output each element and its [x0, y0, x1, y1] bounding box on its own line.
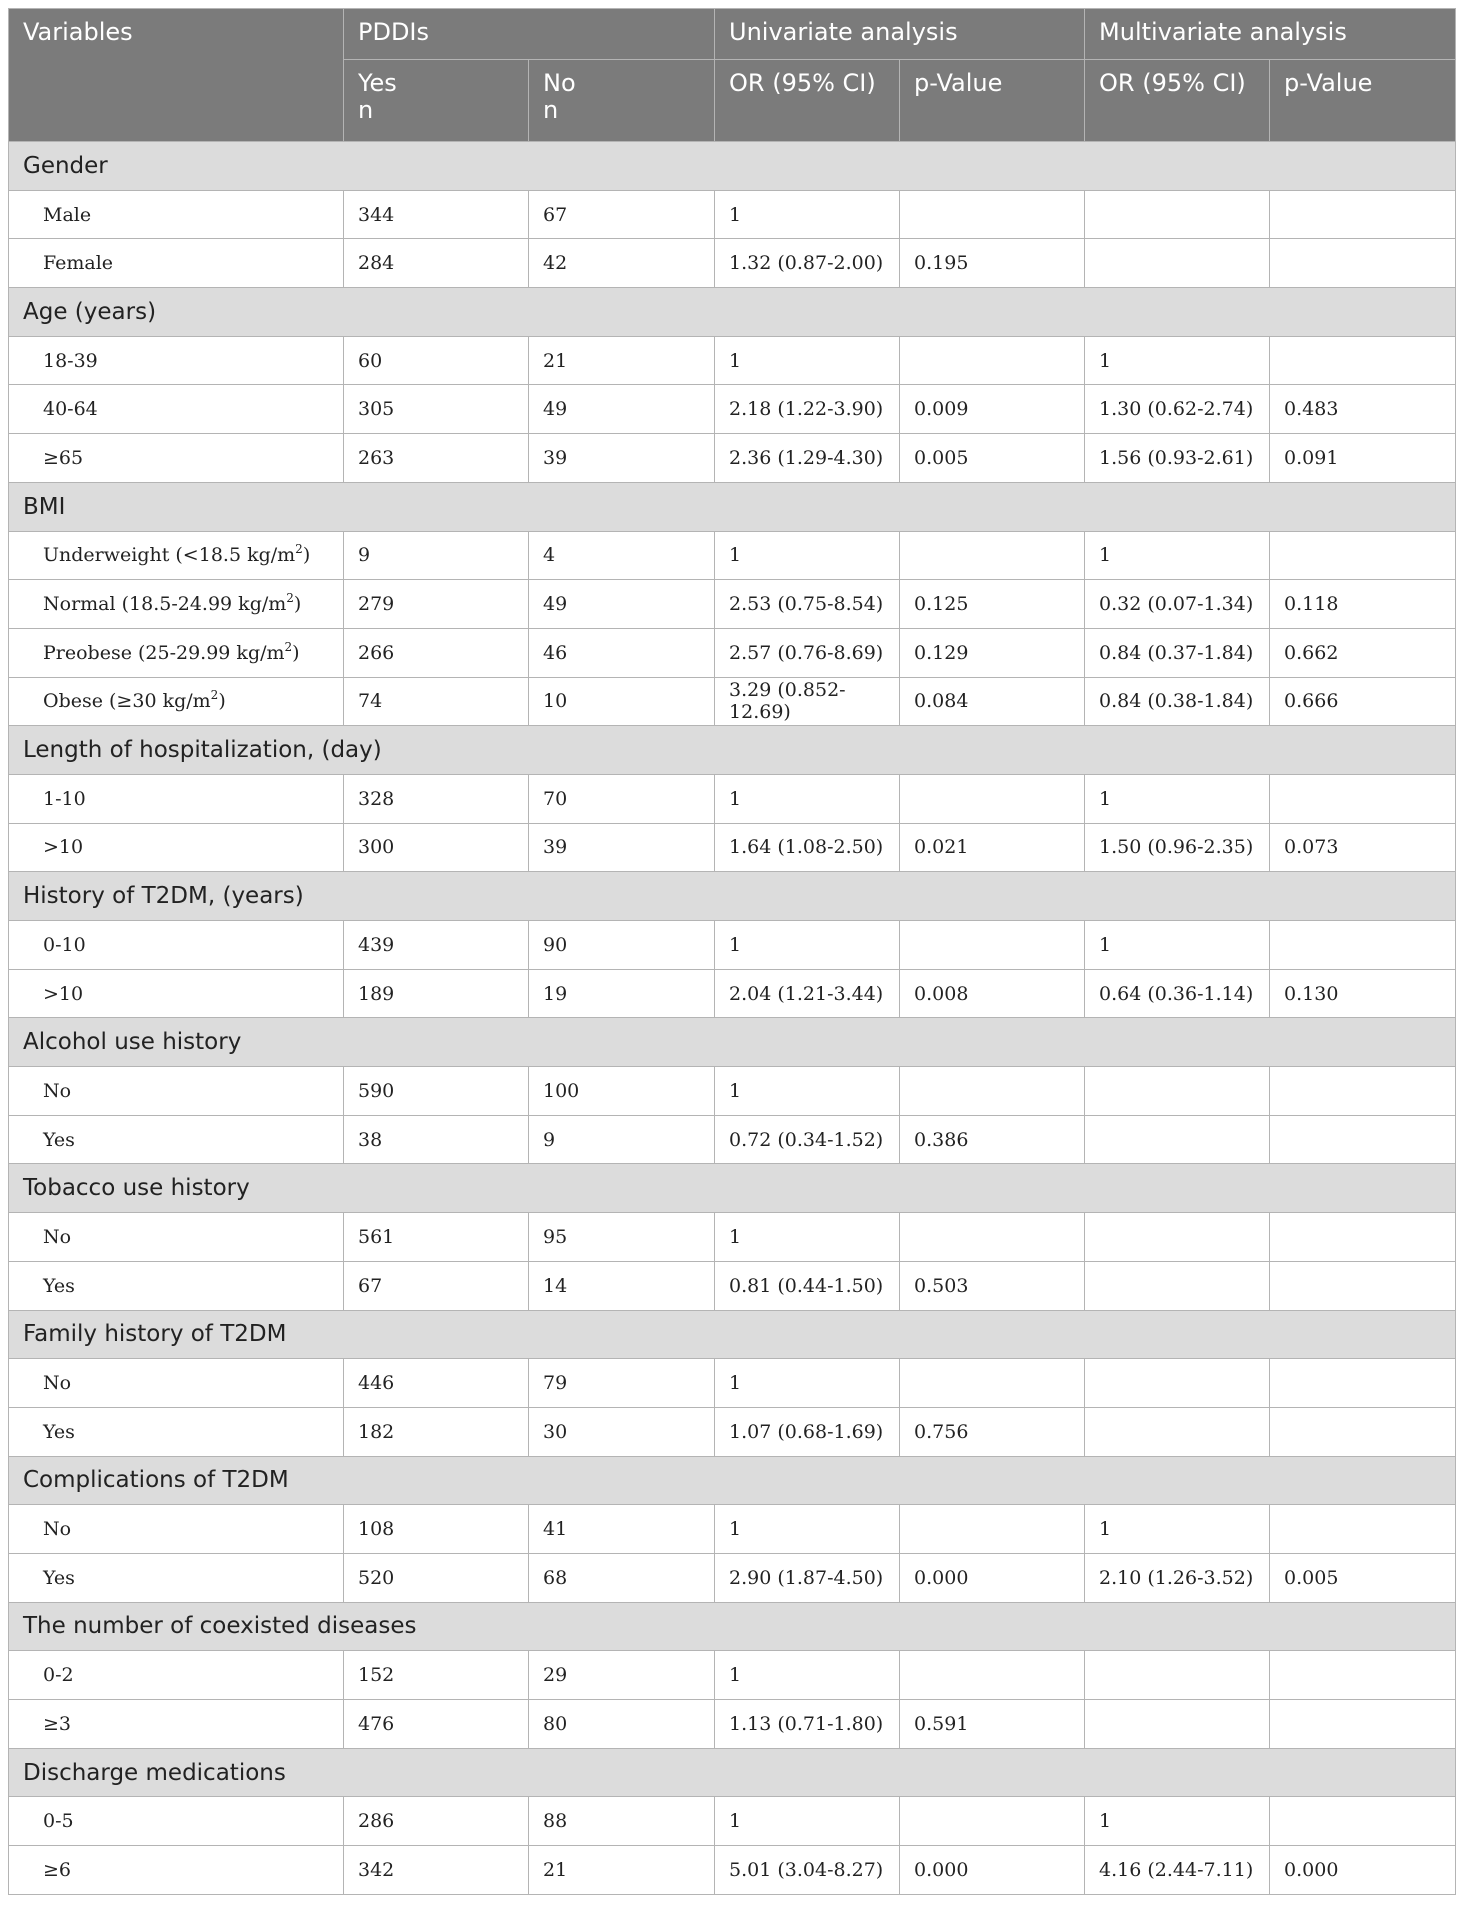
- no-count-cell: 21: [529, 336, 715, 385]
- row-label-text: Female: [43, 252, 114, 275]
- p-univariate-cell: 0.125: [900, 580, 1085, 629]
- no-count-cell: 67: [529, 190, 715, 239]
- row-label: [9, 1067, 344, 1116]
- p-multivariate-cell: [1270, 531, 1456, 580]
- row-label-text: Yes: [43, 1128, 75, 1151]
- or-multivariate-cell: [1085, 239, 1270, 288]
- yes-count-cell: 279: [344, 580, 529, 629]
- no-count-cell: 49: [529, 580, 715, 629]
- or-multivariate-cell: [1085, 1213, 1270, 1262]
- p-univariate-cell: 0.000: [900, 1846, 1085, 1895]
- row-label: [9, 1553, 344, 1602]
- p-multivariate-cell: [1270, 1700, 1456, 1749]
- no-count-cell: 88: [529, 1797, 715, 1846]
- or-univariate-cell: 5.01 (3.04-8.27): [715, 1846, 900, 1895]
- yes-count-cell: 476: [344, 1700, 529, 1749]
- header-multivariate: Multivariate analysis: [1085, 9, 1456, 60]
- or-multivariate-cell: 0.32 (0.07-1.34): [1085, 580, 1270, 629]
- header-no-label: No: [543, 69, 576, 97]
- table-row: [9, 385, 1456, 434]
- group-row: [9, 288, 1456, 337]
- table-row: [9, 1505, 1456, 1554]
- or-multivariate-cell: 0.84 (0.37-1.84): [1085, 628, 1270, 677]
- yes-count-cell: 60: [344, 336, 529, 385]
- or-univariate-cell: 0.72 (0.34-1.52): [715, 1115, 900, 1164]
- no-count-cell: 19: [529, 969, 715, 1018]
- header-or-univariate: OR (95% CI): [715, 60, 900, 142]
- or-multivariate-cell: [1085, 1115, 1270, 1164]
- group-title: Complications of T2DM: [9, 1456, 1456, 1505]
- or-univariate-cell: 1: [715, 190, 900, 239]
- p-multivariate-cell: 0.091: [1270, 434, 1456, 483]
- p-multivariate-cell: 0.483: [1270, 385, 1456, 434]
- header-p-univariate: p-Value: [900, 60, 1085, 142]
- yes-count-cell: 286: [344, 1797, 529, 1846]
- group-title: Age (years): [9, 288, 1456, 337]
- group-row: [9, 726, 1456, 775]
- table-row: [9, 1213, 1456, 1262]
- group-title: History of T2DM, (years): [9, 872, 1456, 921]
- p-univariate-cell: 0.008: [900, 969, 1085, 1018]
- table-row: [9, 434, 1456, 483]
- table-row: [9, 580, 1456, 629]
- row-label-text: ≥6: [43, 1858, 72, 1881]
- or-univariate-cell: 1.32 (0.87-2.00): [715, 239, 900, 288]
- row-label-text: 18-39: [43, 349, 98, 372]
- p-multivariate-cell: 0.118: [1270, 580, 1456, 629]
- or-univariate-cell: 2.04 (1.21-3.44): [715, 969, 900, 1018]
- table-container: [8, 8, 1455, 1895]
- p-multivariate-cell: [1270, 1505, 1456, 1554]
- or-multivariate-cell: 1: [1085, 336, 1270, 385]
- header-yes-n: n: [358, 96, 374, 124]
- yes-count-cell: 561: [344, 1213, 529, 1262]
- p-univariate-cell: 0.021: [900, 823, 1085, 872]
- p-multivariate-cell: [1270, 1115, 1456, 1164]
- table-row: [9, 1359, 1456, 1408]
- row-label: [9, 1407, 344, 1456]
- group-row: [9, 872, 1456, 921]
- or-multivariate-cell: 0.64 (0.36-1.14): [1085, 969, 1270, 1018]
- or-univariate-cell: 3.29 (0.852-12.69): [715, 677, 900, 726]
- p-univariate-cell: 0.195: [900, 239, 1085, 288]
- yes-count-cell: 152: [344, 1651, 529, 1700]
- row-label-text: Yes: [43, 1566, 75, 1589]
- row-label-superscript: 2: [210, 688, 219, 703]
- p-multivariate-cell: 0.130: [1270, 969, 1456, 1018]
- table-row: [9, 190, 1456, 239]
- or-univariate-cell: 0.81 (0.44-1.50): [715, 1261, 900, 1310]
- row-label-text: Obese (≥30 kg/m: [43, 690, 211, 713]
- table-body: [9, 142, 1456, 1895]
- row-label-text: No: [43, 1079, 72, 1102]
- group-row: [9, 1310, 1456, 1359]
- or-multivariate-cell: 1: [1085, 774, 1270, 823]
- or-multivariate-cell: [1085, 1261, 1270, 1310]
- no-count-cell: 90: [529, 921, 715, 970]
- yes-count-cell: 284: [344, 239, 529, 288]
- no-count-cell: 49: [529, 385, 715, 434]
- table-row: [9, 1651, 1456, 1700]
- p-univariate-cell: [900, 1651, 1085, 1700]
- row-label: [9, 1359, 344, 1408]
- no-count-cell: 68: [529, 1553, 715, 1602]
- row-label-superscript: 2: [295, 542, 303, 557]
- or-univariate-cell: 2.53 (0.75-8.54): [715, 580, 900, 629]
- or-multivariate-cell: 1: [1085, 1797, 1270, 1846]
- or-multivariate-cell: 1.56 (0.93-2.61): [1085, 434, 1270, 483]
- row-label: [9, 1651, 344, 1700]
- row-label: [9, 969, 344, 1018]
- group-title: Tobacco use history: [9, 1164, 1456, 1213]
- group-title: Gender: [9, 142, 1456, 191]
- row-label-superscript: 2: [286, 591, 294, 606]
- p-univariate-cell: [900, 1213, 1085, 1262]
- no-count-cell: 30: [529, 1407, 715, 1456]
- yes-count-cell: 74: [344, 677, 529, 726]
- or-multivariate-cell: 2.10 (1.26-3.52): [1085, 1553, 1270, 1602]
- table-row: [9, 1261, 1456, 1310]
- header-pddis: PDDIs: [344, 9, 715, 60]
- group-title: Discharge medications: [9, 1748, 1456, 1797]
- row-label-text: >10: [43, 982, 84, 1005]
- group-row: [9, 142, 1456, 191]
- p-univariate-cell: [900, 531, 1085, 580]
- row-label: [9, 190, 344, 239]
- row-label-tail: ): [302, 544, 311, 567]
- header-no: [529, 60, 715, 142]
- row-label: [9, 823, 344, 872]
- or-univariate-cell: 1: [715, 1067, 900, 1116]
- row-label-text: 0-5: [43, 1810, 74, 1833]
- row-label-text: >10: [43, 836, 84, 859]
- yes-count-cell: 300: [344, 823, 529, 872]
- yes-count-cell: 439: [344, 921, 529, 970]
- p-univariate-cell: [900, 1359, 1085, 1408]
- no-count-cell: 41: [529, 1505, 715, 1554]
- header-univariate: Univariate analysis: [715, 9, 1085, 60]
- or-multivariate-cell: 0.84 (0.38-1.84): [1085, 677, 1270, 726]
- table-row: [9, 969, 1456, 1018]
- row-label-text: ≥65: [43, 446, 84, 469]
- row-label-text: No: [43, 1372, 72, 1395]
- yes-count-cell: 446: [344, 1359, 529, 1408]
- header-no-n: n: [543, 96, 559, 124]
- p-multivariate-cell: [1270, 239, 1456, 288]
- p-univariate-cell: [900, 921, 1085, 970]
- row-label-text: 0-2: [43, 1664, 74, 1687]
- row-label-text: 1-10: [43, 787, 86, 810]
- yes-count-cell: 9: [344, 531, 529, 580]
- p-multivariate-cell: [1270, 190, 1456, 239]
- row-label-tail: ): [292, 641, 300, 664]
- p-multivariate-cell: [1270, 1067, 1456, 1116]
- p-univariate-cell: 0.000: [900, 1553, 1085, 1602]
- or-univariate-cell: 1: [715, 531, 900, 580]
- p-univariate-cell: [900, 774, 1085, 823]
- or-multivariate-cell: [1085, 1700, 1270, 1749]
- yes-count-cell: 67: [344, 1261, 529, 1310]
- group-title: The number of coexisted diseases: [9, 1602, 1456, 1651]
- table-row: [9, 531, 1456, 580]
- no-count-cell: 39: [529, 823, 715, 872]
- group-title: Family history of T2DM: [9, 1310, 1456, 1359]
- row-label-tail: ): [218, 690, 226, 713]
- row-label: [9, 628, 344, 677]
- table-row: [9, 921, 1456, 970]
- table-row: [9, 677, 1456, 726]
- group-row: [9, 1602, 1456, 1651]
- no-count-cell: 4: [529, 531, 715, 580]
- row-label: [9, 774, 344, 823]
- group-row: [9, 482, 1456, 531]
- p-univariate-cell: [900, 1067, 1085, 1116]
- header-yes-label: Yes: [358, 69, 397, 97]
- row-label: [9, 385, 344, 434]
- header-or-multivariate: OR (95% CI): [1085, 60, 1270, 142]
- row-label: [9, 580, 344, 629]
- row-label-text: 40-64: [43, 398, 98, 421]
- row-label: [9, 921, 344, 970]
- p-multivariate-cell: [1270, 774, 1456, 823]
- table-row: [9, 1846, 1456, 1895]
- or-univariate-cell: 1: [715, 774, 900, 823]
- or-multivariate-cell: 1: [1085, 1505, 1270, 1554]
- row-label-text: Yes: [43, 1420, 75, 1443]
- yes-count-cell: 182: [344, 1407, 529, 1456]
- no-count-cell: 42: [529, 239, 715, 288]
- p-univariate-cell: [900, 190, 1085, 239]
- yes-count-cell: 38: [344, 1115, 529, 1164]
- pddi-risk-factors-table: [8, 8, 1456, 1895]
- p-univariate-cell: 0.084: [900, 677, 1085, 726]
- table-row: [9, 1700, 1456, 1749]
- or-multivariate-cell: [1085, 1359, 1270, 1408]
- or-univariate-cell: 1.64 (1.08-2.50): [715, 823, 900, 872]
- or-univariate-cell: 1: [715, 1359, 900, 1408]
- or-multivariate-cell: [1085, 190, 1270, 239]
- or-multivariate-cell: 4.16 (2.44-7.11): [1085, 1846, 1270, 1895]
- group-row: [9, 1164, 1456, 1213]
- row-label: [9, 1700, 344, 1749]
- or-univariate-cell: 2.90 (1.87-4.50): [715, 1553, 900, 1602]
- no-count-cell: 29: [529, 1651, 715, 1700]
- p-multivariate-cell: 0.662: [1270, 628, 1456, 677]
- no-count-cell: 21: [529, 1846, 715, 1895]
- group-row: [9, 1018, 1456, 1067]
- no-count-cell: 9: [529, 1115, 715, 1164]
- header-variables: Variables: [9, 9, 344, 142]
- table-row: [9, 1407, 1456, 1456]
- row-label-text: Preobese (25-29.99 kg/m: [43, 641, 285, 664]
- row-label: [9, 531, 344, 580]
- p-univariate-cell: 0.129: [900, 628, 1085, 677]
- or-multivariate-cell: 1: [1085, 531, 1270, 580]
- or-univariate-cell: 1: [715, 1505, 900, 1554]
- p-multivariate-cell: [1270, 1359, 1456, 1408]
- or-univariate-cell: 1: [715, 1797, 900, 1846]
- row-label: [9, 677, 344, 726]
- table-row: [9, 823, 1456, 872]
- table-row: [9, 1797, 1456, 1846]
- p-multivariate-cell: [1270, 1213, 1456, 1262]
- or-univariate-cell: 1: [715, 1213, 900, 1262]
- table-row: [9, 336, 1456, 385]
- no-count-cell: 95: [529, 1213, 715, 1262]
- p-multivariate-cell: 0.666: [1270, 677, 1456, 726]
- p-univariate-cell: [900, 1505, 1085, 1554]
- or-multivariate-cell: [1085, 1067, 1270, 1116]
- or-multivariate-cell: 1.30 (0.62-2.74): [1085, 385, 1270, 434]
- p-multivariate-cell: [1270, 336, 1456, 385]
- p-univariate-cell: 0.503: [900, 1261, 1085, 1310]
- no-count-cell: 80: [529, 1700, 715, 1749]
- or-univariate-cell: 1.13 (0.71-1.80): [715, 1700, 900, 1749]
- p-univariate-cell: [900, 1797, 1085, 1846]
- p-multivariate-cell: [1270, 1651, 1456, 1700]
- p-univariate-cell: [900, 336, 1085, 385]
- yes-count-cell: 520: [344, 1553, 529, 1602]
- or-univariate-cell: 1: [715, 336, 900, 385]
- row-label: [9, 239, 344, 288]
- p-univariate-cell: 0.009: [900, 385, 1085, 434]
- or-univariate-cell: 2.57 (0.76-8.69): [715, 628, 900, 677]
- p-multivariate-cell: [1270, 1797, 1456, 1846]
- or-univariate-cell: 2.18 (1.22-3.90): [715, 385, 900, 434]
- no-count-cell: 70: [529, 774, 715, 823]
- p-multivariate-cell: 0.073: [1270, 823, 1456, 872]
- row-label-text: Yes: [43, 1274, 75, 1297]
- or-multivariate-cell: [1085, 1651, 1270, 1700]
- or-univariate-cell: 1: [715, 921, 900, 970]
- row-label-text: 0-10: [43, 933, 86, 956]
- p-univariate-cell: 0.386: [900, 1115, 1085, 1164]
- or-univariate-cell: 2.36 (1.29-4.30): [715, 434, 900, 483]
- header-p-multivariate: p-Value: [1270, 60, 1456, 142]
- table-row: [9, 628, 1456, 677]
- row-label: [9, 336, 344, 385]
- yes-count-cell: 344: [344, 190, 529, 239]
- no-count-cell: 100: [529, 1067, 715, 1116]
- p-multivariate-cell: [1270, 921, 1456, 970]
- row-label: [9, 1213, 344, 1262]
- yes-count-cell: 266: [344, 628, 529, 677]
- yes-count-cell: 328: [344, 774, 529, 823]
- row-label-text: Male: [43, 203, 92, 226]
- table-row: [9, 239, 1456, 288]
- yes-count-cell: 263: [344, 434, 529, 483]
- or-multivariate-cell: 1: [1085, 921, 1270, 970]
- group-row: [9, 1748, 1456, 1797]
- group-title: Length of hospitalization, (day): [9, 726, 1456, 775]
- group-row: [9, 1456, 1456, 1505]
- row-label-superscript: 2: [284, 639, 293, 654]
- row-label: [9, 1505, 344, 1554]
- or-univariate-cell: 1: [715, 1651, 900, 1700]
- p-univariate-cell: 0.005: [900, 434, 1085, 483]
- or-univariate-cell: 1.07 (0.68-1.69): [715, 1407, 900, 1456]
- row-label: [9, 1846, 344, 1895]
- table-row: [9, 1115, 1456, 1164]
- row-label: [9, 434, 344, 483]
- no-count-cell: 46: [529, 628, 715, 677]
- table-row: [9, 774, 1456, 823]
- group-title: Alcohol use history: [9, 1018, 1456, 1067]
- table-row: [9, 1067, 1456, 1116]
- header-yes: [344, 60, 529, 142]
- yes-count-cell: 590: [344, 1067, 529, 1116]
- row-label: [9, 1797, 344, 1846]
- row-label-text: No: [43, 1225, 72, 1248]
- no-count-cell: 79: [529, 1359, 715, 1408]
- no-count-cell: 14: [529, 1261, 715, 1310]
- no-count-cell: 39: [529, 434, 715, 483]
- p-multivariate-cell: 0.005: [1270, 1553, 1456, 1602]
- p-multivariate-cell: [1270, 1407, 1456, 1456]
- or-multivariate-cell: [1085, 1407, 1270, 1456]
- table-header: [9, 9, 1456, 142]
- yes-count-cell: 342: [344, 1846, 529, 1895]
- row-label-tail: ): [293, 593, 302, 616]
- row-label-text: Underweight (<18.5 kg/m: [43, 544, 296, 567]
- yes-count-cell: 189: [344, 969, 529, 1018]
- p-univariate-cell: 0.756: [900, 1407, 1085, 1456]
- row-label-text: Normal (18.5-24.99 kg/m: [43, 593, 287, 616]
- row-label-text: No: [43, 1518, 72, 1541]
- row-label-text: ≥3: [43, 1712, 72, 1735]
- p-univariate-cell: 0.591: [900, 1700, 1085, 1749]
- or-multivariate-cell: 1.50 (0.96-2.35): [1085, 823, 1270, 872]
- row-label: [9, 1261, 344, 1310]
- yes-count-cell: 108: [344, 1505, 529, 1554]
- no-count-cell: 10: [529, 677, 715, 726]
- p-multivariate-cell: [1270, 1261, 1456, 1310]
- group-title: BMI: [9, 482, 1456, 531]
- yes-count-cell: 305: [344, 385, 529, 434]
- row-label: [9, 1115, 344, 1164]
- table-row: [9, 1553, 1456, 1602]
- p-multivariate-cell: 0.000: [1270, 1846, 1456, 1895]
